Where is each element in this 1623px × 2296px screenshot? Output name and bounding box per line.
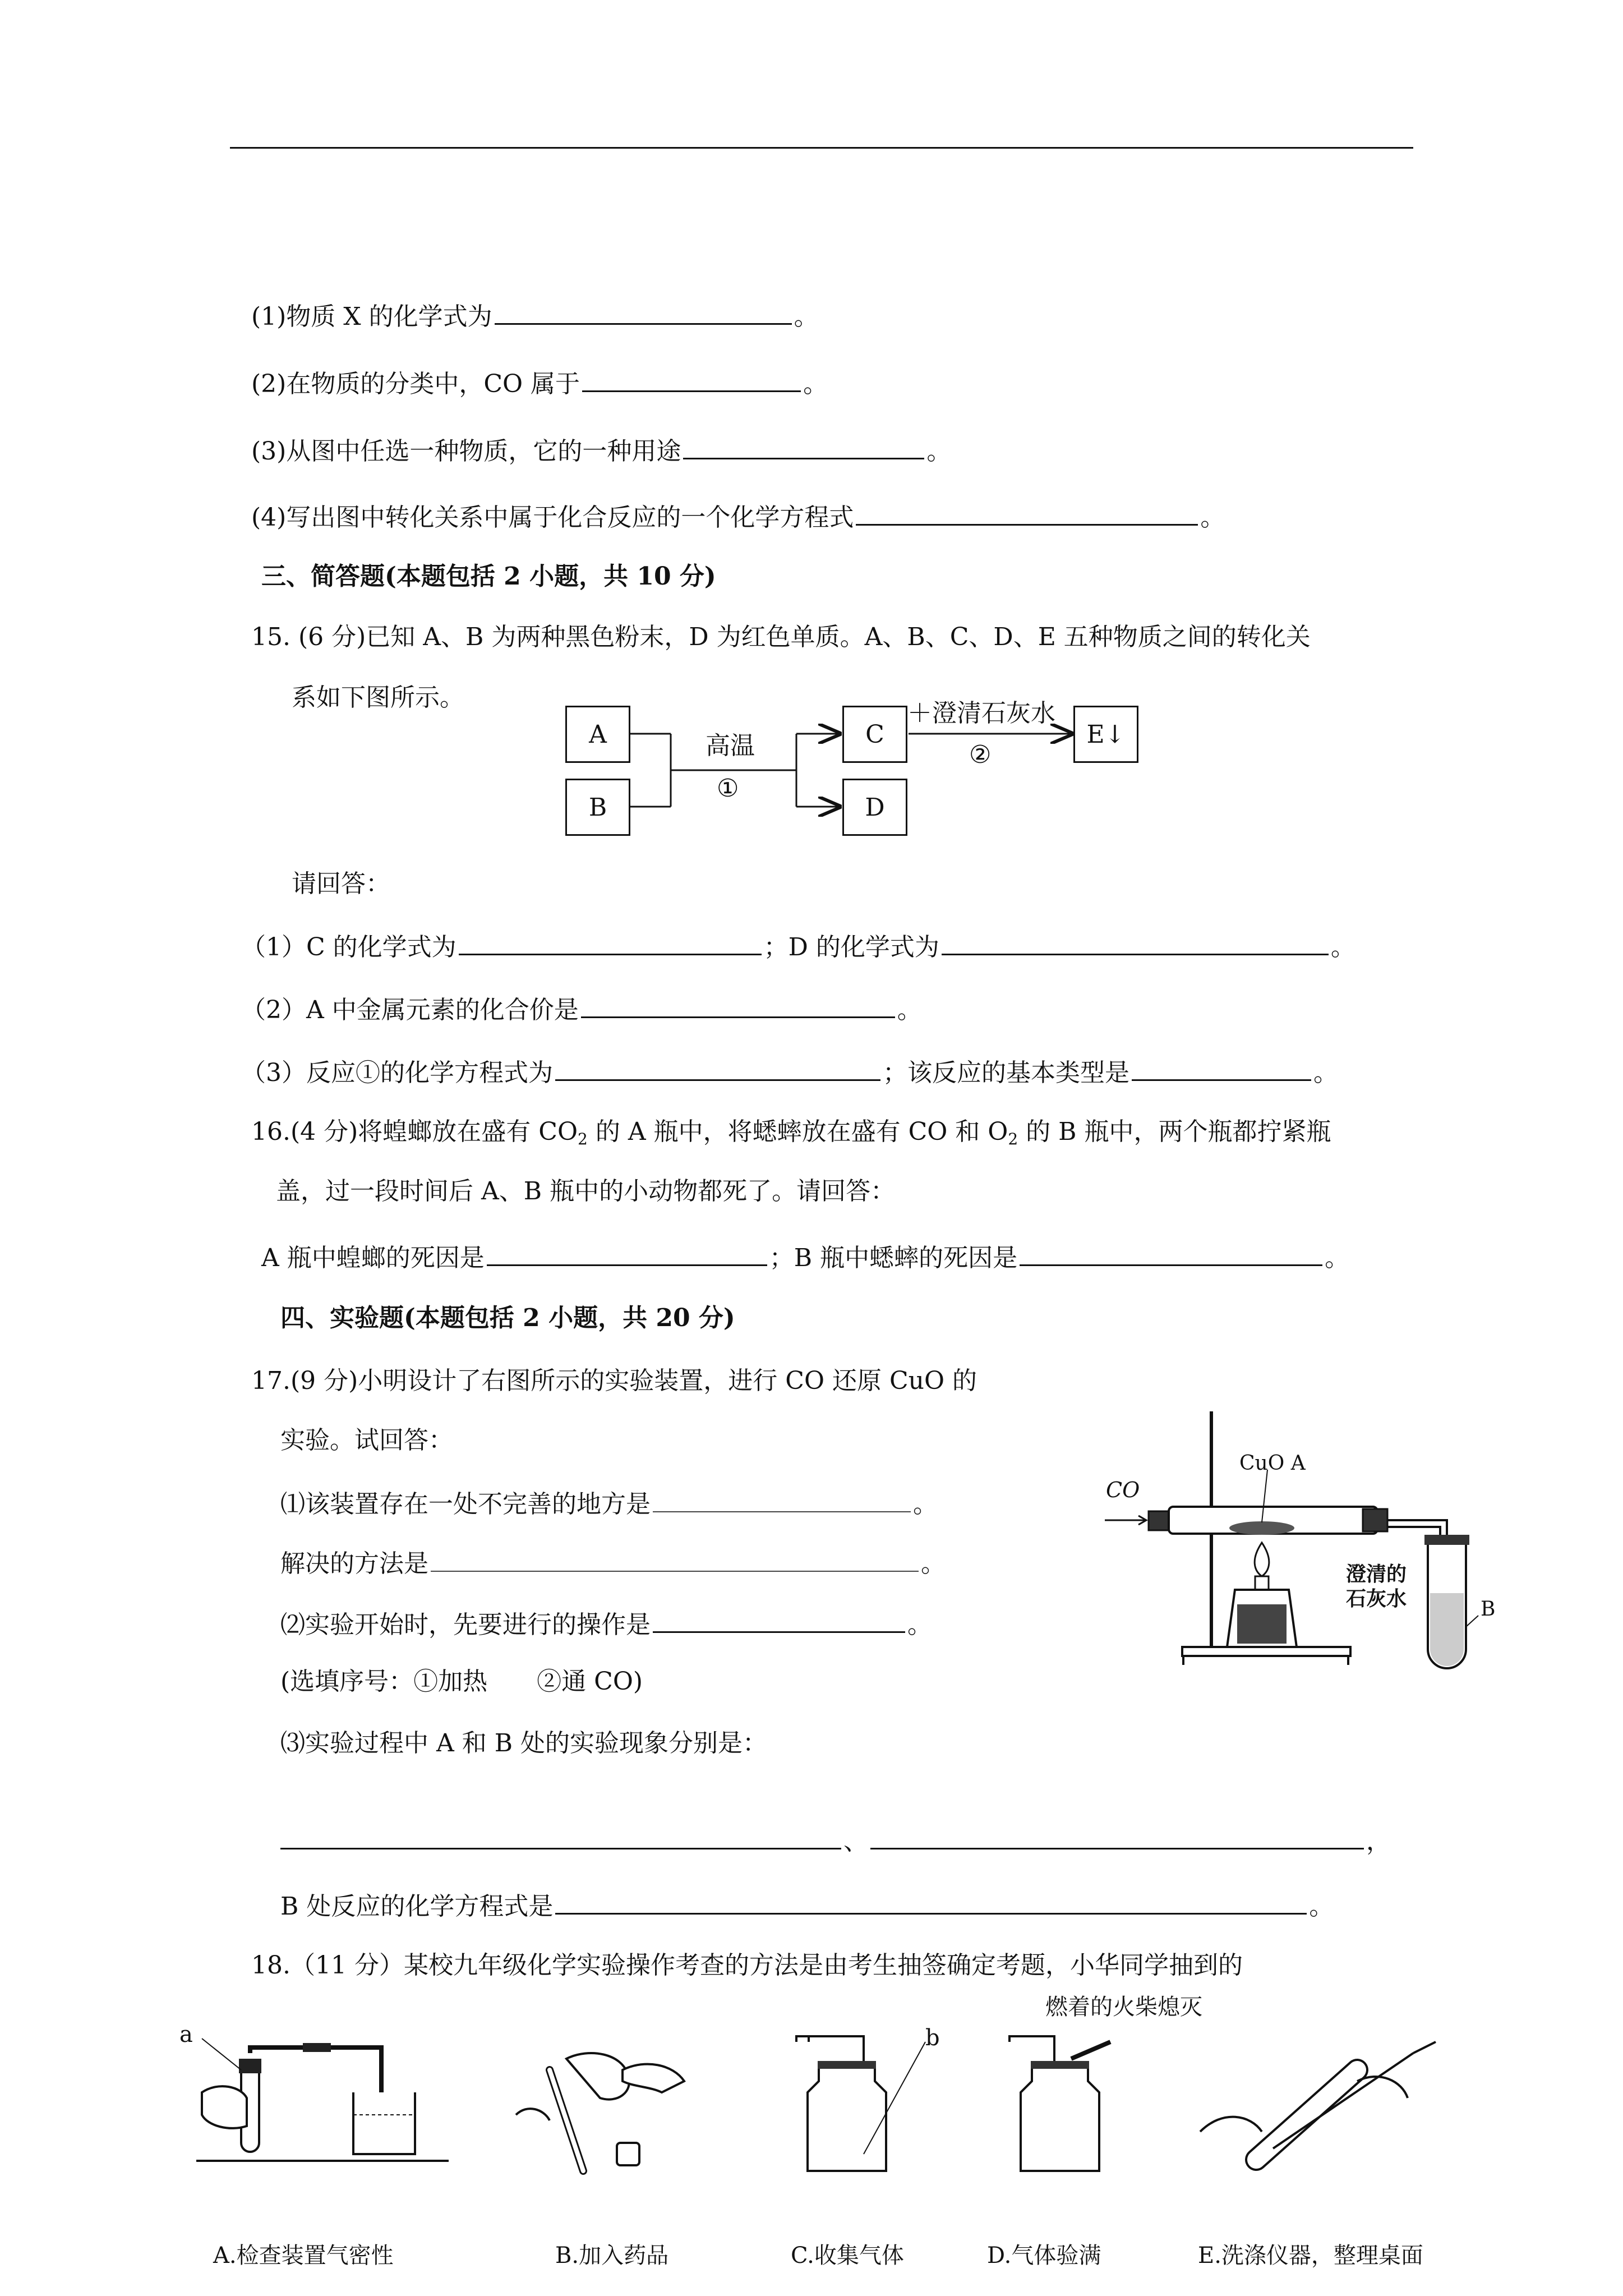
answer-blank[interactable] — [495, 298, 792, 325]
answer-blank[interactable] — [555, 1888, 1307, 1915]
answer-blank[interactable] — [280, 1823, 841, 1849]
answer-blank[interactable] — [487, 1240, 767, 1266]
q17-part2-hint: (选填序号：①加热 ②通 CO) — [280, 1667, 643, 1696]
q15-answer-2: （2）A 中金属元素的化合价是 。 — [241, 992, 922, 1026]
q17-stem-line2: 实验。试回答： — [280, 1426, 453, 1455]
q15-answer-1: （1）C 的化学式为 ；D 的化学式为 。 — [241, 929, 1355, 963]
q15-answer-3: （3）反应①的化学方程式为 ；该反应的基本类型是 。 — [241, 1055, 1338, 1089]
box-b: B — [565, 779, 630, 836]
answer-blank[interactable] — [856, 499, 1198, 526]
figure-d-test-full — [998, 2031, 1166, 2177]
q14-part3: (3)从图中任选一种物质，它的一种用途 。 — [251, 433, 951, 467]
caption-a: A.检查装置气密性 — [213, 2243, 394, 2269]
box-a: A — [565, 706, 630, 763]
figure-b-add-reagent — [505, 2047, 712, 2177]
caption-c: C.收集气体 — [791, 2243, 904, 2269]
answer-blank[interactable] — [431, 1546, 919, 1572]
test-tube-b-label: B — [1481, 1598, 1496, 1621]
header-rule — [230, 147, 1413, 149]
q16-answer: A 瓶中蝗螂的死因是 ；B 瓶中蟋蟀的死因是 。 — [261, 1240, 1349, 1274]
answer-blank[interactable] — [582, 366, 801, 392]
q15-please-answer: 请回答： — [292, 869, 390, 898]
answer-blank[interactable] — [653, 1607, 905, 1633]
q17-part1-solution: 解决的方法是 。 — [280, 1546, 946, 1580]
box-e: E↓ — [1073, 706, 1138, 763]
answer-blank[interactable] — [1132, 1055, 1311, 1081]
q14-part1: (1)物质 X 的化学式为 。 — [251, 298, 819, 333]
answer-blank[interactable] — [653, 1487, 911, 1512]
reaction-2-label: ② — [969, 740, 992, 769]
answer-blank[interactable] — [1020, 1240, 1322, 1266]
q16-stem-line2: 盖，过一段时间后 A、B 瓶中的小动物都死了。请回答： — [276, 1177, 896, 1205]
lime-water-label: 澄清的 石灰水 — [1346, 1562, 1407, 1611]
co-inlet-label: CO — [1106, 1478, 1140, 1502]
match-extinguished-note: 燃着的火柴熄灭 — [1045, 1994, 1202, 2020]
apparatus-drawing — [1099, 1402, 1481, 1672]
answer-blank[interactable] — [942, 929, 1329, 955]
q15-stem-line1: 15. (6 分)已知 A、B 为两种黑色粉末，D 为红色单质。A、B、C、D、E 五种物质之间的转化关 — [251, 623, 1311, 651]
q14-part4: (4)写出图中转化关系中属于化合反应的一个化学方程式 。 — [251, 499, 1225, 533]
answer-blank[interactable] — [459, 929, 762, 955]
caption-d: D.气体验满 — [987, 2243, 1101, 2269]
answer-blank[interactable] — [581, 992, 895, 1018]
figure-c-collect-gas — [785, 2031, 953, 2177]
q17-stem-line1: 17.(9 分)小明设计了右图所示的实验装置，进行 CO 还原 CuO 的 — [251, 1366, 978, 1395]
q16-stem-line1: 16.(4 分)将蝗螂放在盛有 $CO_2$ 的 A 瓶中，将蟋蟀放在盛有 CO 和 $O_2$ 的 B 瓶中，两个瓶都拧紧瓶 — [251, 1117, 1331, 1148]
reaction-1-label: ① — [717, 774, 739, 803]
q15-stem-line2: 系如下图所示。 — [292, 683, 464, 712]
caption-b: B.加入药品 — [555, 2243, 669, 2269]
q17-part3: ⑶实验过程中 A 和 B 处的实验现象分别是： — [280, 1729, 768, 1757]
section-3-title: 三、简答题(本题包括 2 小题，共 10 分) — [261, 562, 716, 591]
figure-a-label-a: a — [179, 2022, 193, 2047]
section-4-title: 四、实验题(本题包括 2 小题，共 20 分) — [280, 1304, 735, 1332]
figure-c-label-b: b — [925, 2025, 940, 2051]
q17-part4: B 处反应的化学方程式是 。 — [280, 1888, 1334, 1922]
q18-stem-line1: 18.（11 分）某校九年级化学实验操作考查的方法是由考生抽签确定考题，小华同学抽到的 — [251, 1951, 1243, 1980]
cuo-a-label: CuO A — [1239, 1452, 1306, 1475]
q17-part1: ⑴该装置存在一处不完善的地方是 。 — [280, 1487, 938, 1520]
box-d: D — [842, 779, 907, 836]
answer-blank[interactable] — [555, 1055, 880, 1081]
q17-part3-blanks: 、 ， — [280, 1823, 1391, 1857]
q17-part2: ⑵实验开始时，先要进行的操作是 。 — [280, 1607, 932, 1641]
condition-lime-water: ＋澄清石灰水 — [907, 699, 1055, 728]
caption-e: E.洗涤仪器，整理桌面 — [1198, 2243, 1423, 2269]
box-c: C — [842, 706, 907, 763]
answer-blank[interactable] — [870, 1823, 1364, 1849]
figure-e-wash-instruments — [1189, 2036, 1469, 2177]
answer-blank[interactable] — [683, 433, 924, 459]
q14-part2: (2)在物质的分类中，CO 属于 。 — [251, 366, 828, 400]
figure-a-airtightness — [185, 2031, 477, 2171]
condition-high-temp: 高温 — [706, 731, 755, 760]
